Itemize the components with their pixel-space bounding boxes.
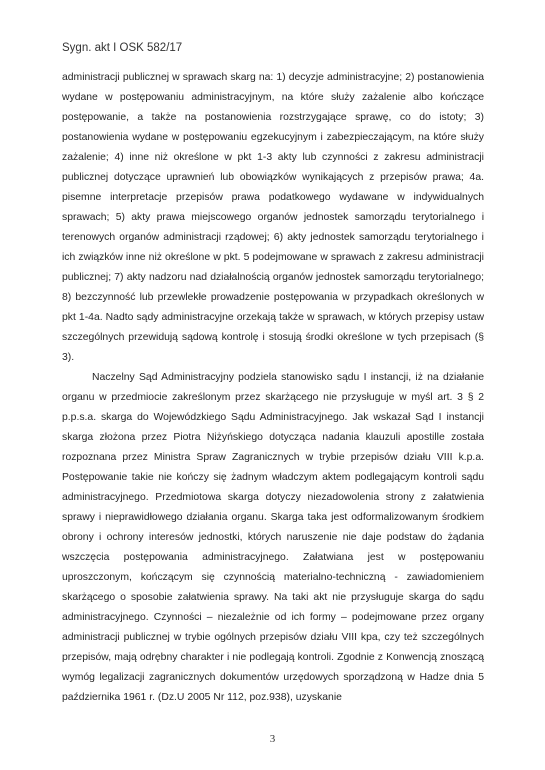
- paragraph-court-opinion: Naczelny Sąd Administracyjny podziela stanowisko sądu I instancji, iż na działanie organu w przedmiocie zakreślonym przez skarżącego nie przysługuje w myśl art. 3 § 2 p.p.s.a. skarga do Wojewódzkiego Sądu Administracyjnego. Jak wskazał Sąd I instancji skarga złożona przez Piotra Niżyńskiego dotycząca nadania klauzuli apostille została rozpoznana przez Ministra Spraw Zagranicznych w trybie przepisów działu VIII k.p.a. Postępowanie takie nie kończy się żadnym władczym aktem podlegającym kontroli sądu administracyjnego. Przedmiotowa skarga dotyczy niezadowolenia strony z załatwienia sprawy i nieprawidłowego działania organu. Skarga taka jest odformalizowanym środkiem obrony i ochrony interesów jednostki, których naruszenie nie daje podstaw do żądania wszczęcia postępowania administracyjnego. Załatwiana jest w postępowaniu uproszczonym, kończącym się czynnością materialno-techniczną - zawiadomieniem skarżącego o sposobie załatwienia sprawy. Na taki akt nie przysługuje skarga do sądu administracyjnego. Czynności – niezależnie od ich formy – podejmowane przez organy administracji publicznej w trybie ogólnych przepisów działu VIII kpa, czy też szczególnych przepisów, mają odrębny charakter i nie podlegają kontroli. Zgodnie z Konwencją znoszącą wymóg legalizacji zagranicznych dokumentów urzędowych sporządzoną w Hadze dnia 5 października 1961 r. (Dz.U 2005 Nr 112, poz.938), uzyskanie: [62, 372, 484, 703]
- paragraph-continuation: administracji publicznej w sprawach skarg na: 1) decyzje administracyjne; 2) postanowienia wydane w postępowaniu administracyjnym, na które służy zażalenie albo kończące postępowanie, a także na postanowienia rozstrzygające sprawę, co do istoty; 3) postanowienia wydane w postępowaniu egzekucyjnym i zabezpieczającym, na które służy zażalenie; 4) inne niż określone w pkt 1-3 akty lub czynności z zakresu administracji publicznej dotyczące uprawnień lub obowiązków wynikających z przepisów prawa; 4a. pisemne interpretacje przepisów prawa podatkowego wydawane w indywidualnych sprawach; 5) akty prawa miejscowego organów jednostek samorządu terytorialnego i terenowych organów administracji rządowej; 6) akty jednostek samorządu terytorialnego i ich związków inne niż określone w pkt. 5 podejmowane w sprawach z zakresu administracji publicznej; 7) akty nadzoru nad działalnością organów jednostek samorządu terytorialnego; 8) bezczynność lub przewlekłe prowadzenie postępowania w przypadkach określonych w pkt 1-4a. Nadto sądy administracyjne orzekają także w sprawach, w których przepisy ustaw szczególnych przewidują sądową kontrolę i stosują środki określone w tych przepisach (§ 3).: [62, 72, 484, 363]
- page-number: 3: [269, 733, 276, 745]
- document-body: [62, 68, 484, 708]
- case-reference: Sygn. akt I OSK 582/17: [62, 42, 183, 54]
